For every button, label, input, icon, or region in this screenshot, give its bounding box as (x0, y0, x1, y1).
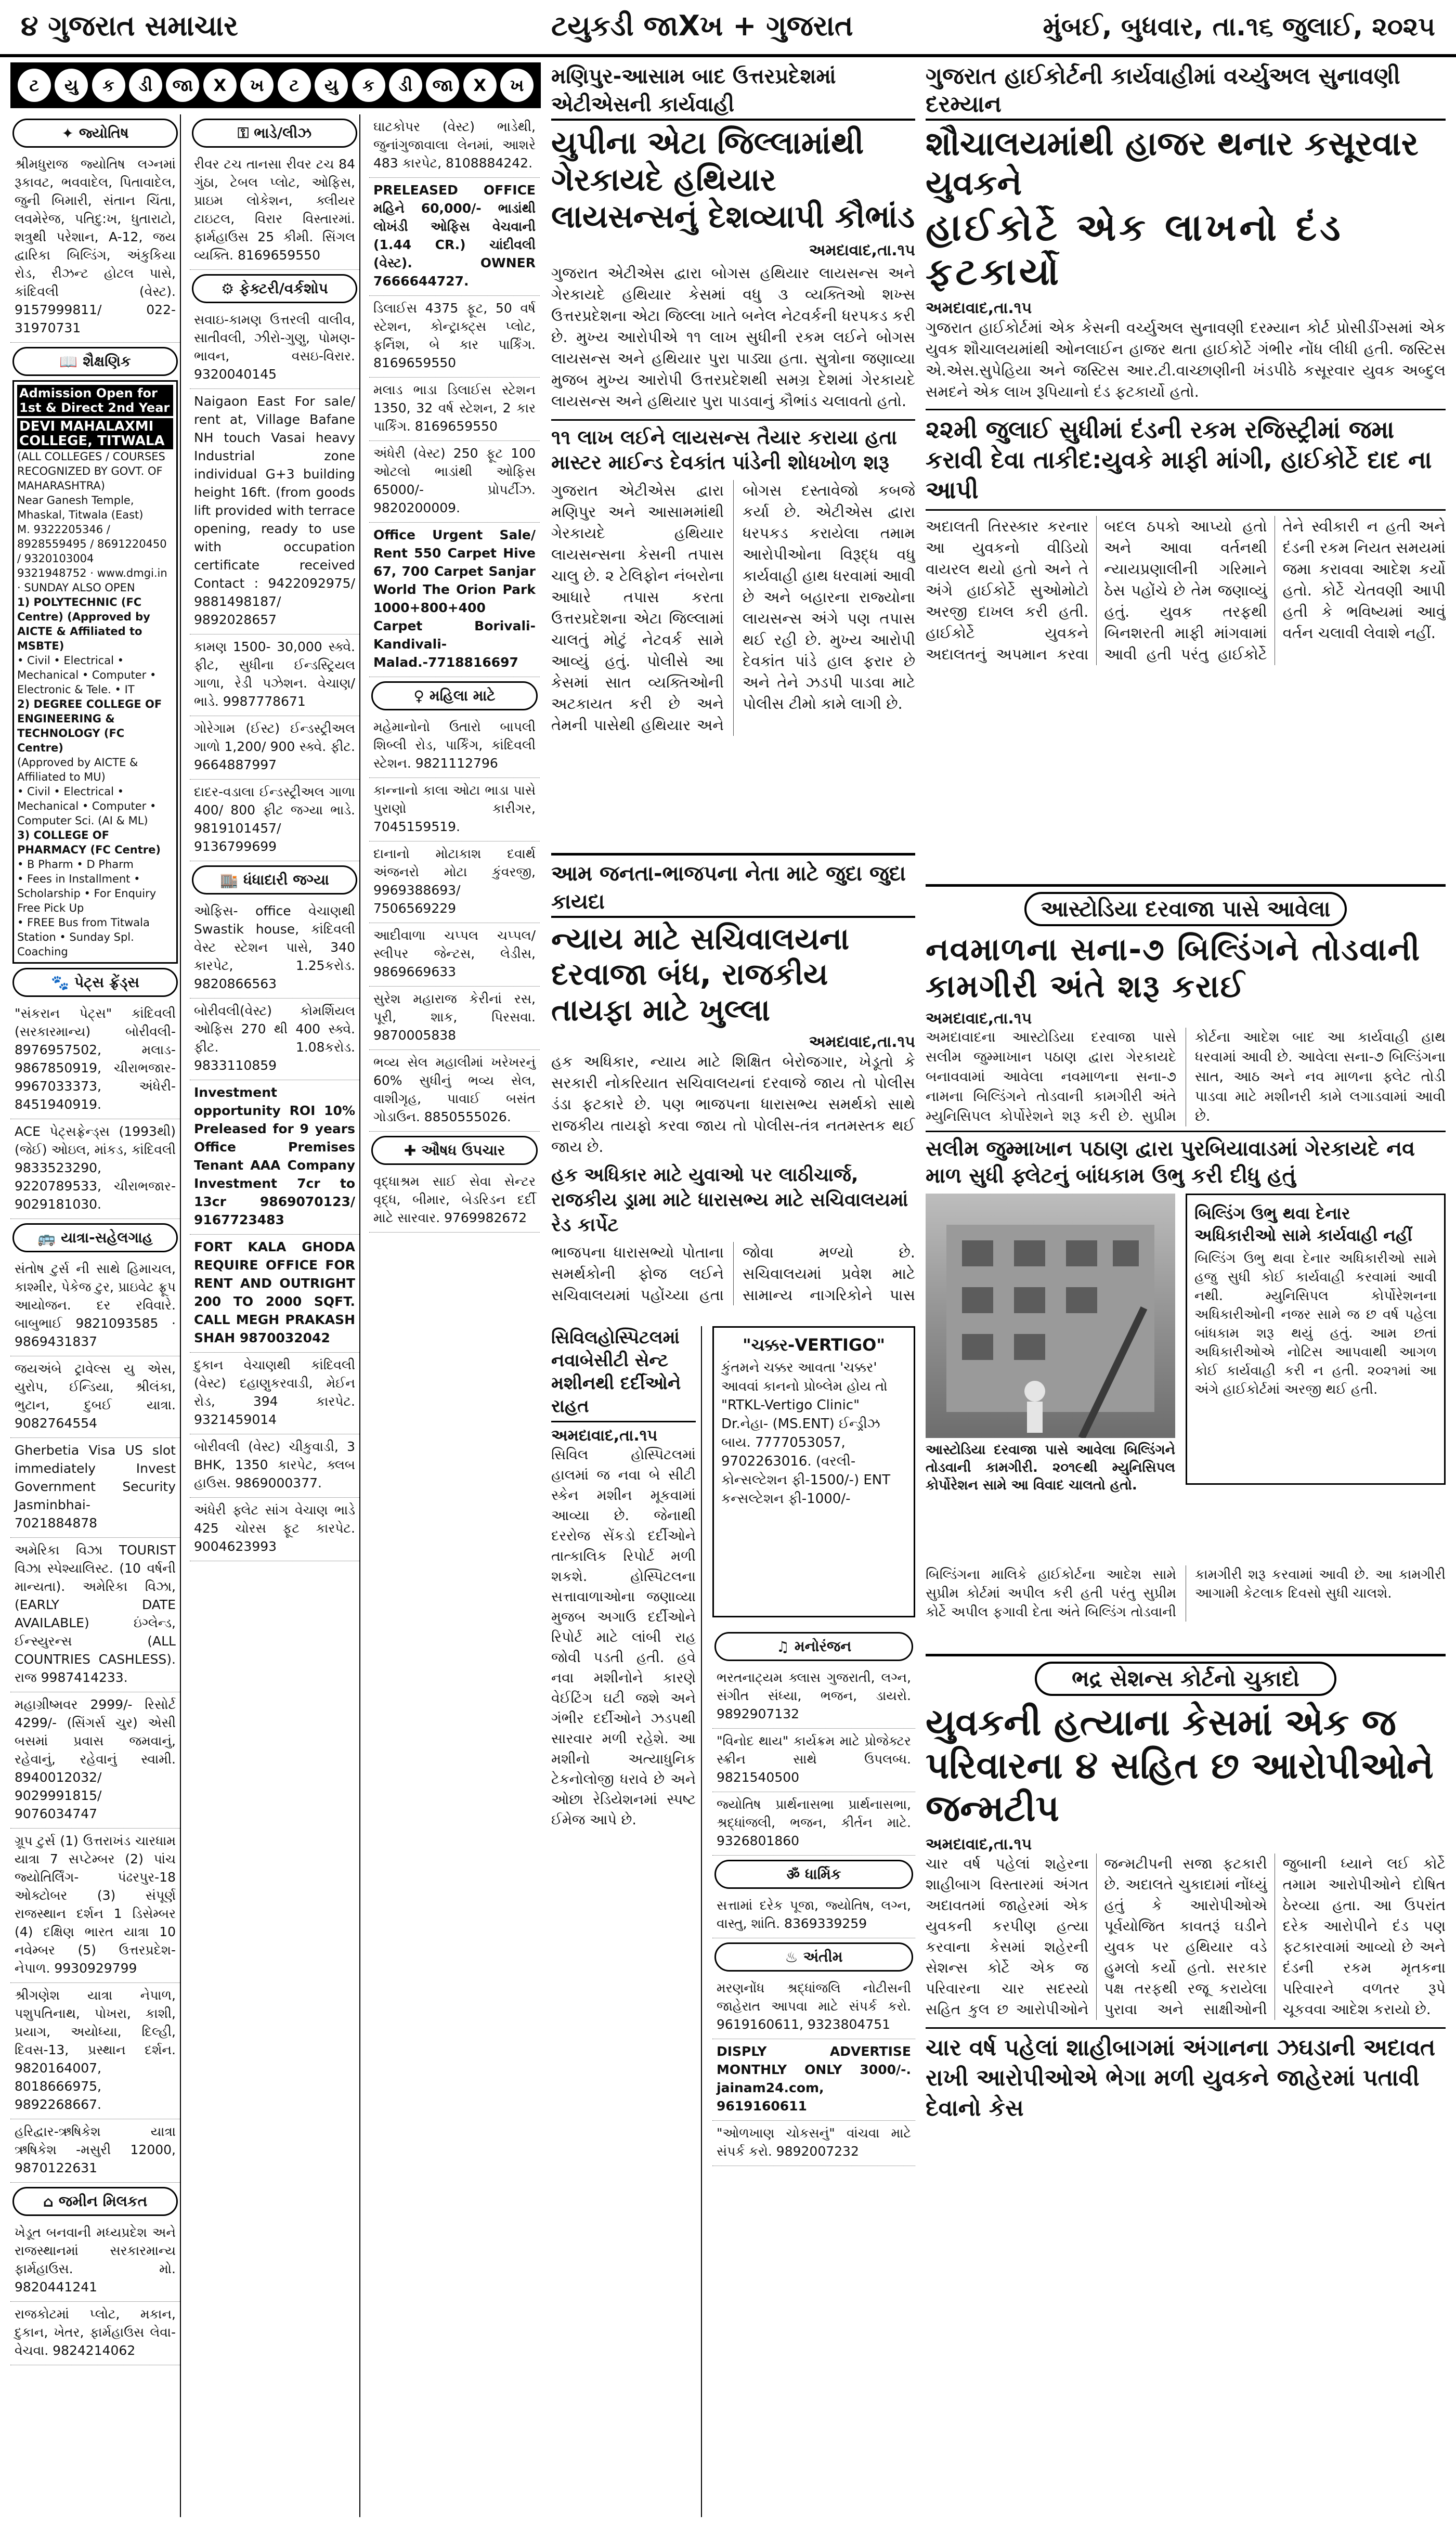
classified-ad: વૃદ્ધાશ્રમ સાઈ સેવા સેન્ટર વૃદ્ધ, બીમાર, બેડરિડન દર્દી માટે સારવાર. 9769982672 (369, 1169, 540, 1233)
article-high-court (926, 62, 1446, 863)
category-header-jamin (12, 2187, 178, 2216)
classified-ad: શ્રીગણેશ યાત્રા નેપાળ, પશુપતિનાથ, પોખરા, કાશી, પ્રયાગ, અયોધ્યા, દિલ્હી, દિવસ-13, પ્રસ્થાન દર્શન. 9820164007, 8018666975, 9892268667. (10, 1983, 180, 2119)
article-dateline: અમદાવાદ,તા.૧૫ (926, 1835, 1032, 1854)
banner-letter: ટ (278, 69, 311, 102)
category-label: યાત્રા-સહેલગાહ (61, 1229, 153, 1246)
article-dateline: અમદાવાદ,તા.૧૫ (926, 1009, 1032, 1028)
admission-line: Near Ganesh Temple, Mhaskal, Titwala (East) (17, 494, 144, 521)
shop-icon: 🏬 (220, 871, 238, 889)
ad-title: "ચક્કર-VERTIGO" (743, 1335, 885, 1355)
category-label: અંતીમ (803, 1948, 843, 1965)
category-label: પેટ્સ ફ્રેંડ્સ (74, 974, 139, 991)
banner-letter: જા (426, 69, 459, 102)
classified-ad: ઘાટકોપર (વેસ્ટ) ભાડેથી, જુનાંગુજાવાલા લેનમાં, આશરે 483 કારપેટ, 8108884242. (369, 114, 540, 178)
classified-ad: ભરતનાટ્યમ ક્લાસ ગુજરાતી, લગ્ન, સંગીત સંધ્યા, ભજન, ડાયરો. 9892907132 (712, 1665, 915, 1729)
admission-line: • Fees in Installment • Scholarship • For Enquiry Free Pick Up (17, 873, 157, 914)
banner-letter: X (463, 69, 497, 102)
article-body: ગુજરાત હાઈકોર્ટમાં એક કેસની વર્ચ્યુઅલ સુનાવણી દરમ્યાન કોર્ટ પ્રોસીડીંગ્સમાં એક યુવક શૌચાલયમાંથી ઓનલાઈન હાજર થતા હાઈકોર્ટે ગંભીર નોંધ લીધી હતી. જસ્ટિસ એ.એસ.સુપેહિયા અને જસ્ટિસ આર.ટી.વાચ્છાણીની ખંડપીઠે કસૂરવાર યુવક અબ્દુલ સમદને એક લાખ રૂપિયાનો દંડ ફટકાર્યો હતો. (926, 318, 1446, 400)
banner-letter: યુ (55, 69, 88, 102)
classified-ad: અંધેરી ફ્લેટ સાંગ વેચાણ ભાડે 425 ચોરસ ફૂટ કારપેટ. 9004623993 (190, 1498, 359, 1561)
classified-ad: મહાગ્રીષ્મવર 2999/- રિસોર્ટ 4299/- (સિંગર્સ ચુર) એસી બસમાં પ્રવાસ જમવાનું, રહેવાનું, રહેવાનું સ્વામી. 8940012032/ 9029991815/ 9076034747 (10, 1692, 180, 1829)
article-headline: શૌચાલયમાંથી હાજર થનાર કસૂરવાર યુવકને (926, 125, 1419, 203)
classified-ad: ગ્રૂપ ટુર્સ (1) ઉત્તરાખંડ ચારધામ યાત્રા 7 સપ્ટેમ્બર (2) પાંચ જ્યોતિર્લિંગ- પંઢરપુર-18 ઓક્ટોબર (3) સંપૂર્ણ રાજસ્થાન દર્શન 1 ડિસેમ્બર (4) દક્ષિણ ભારત યાત્રા 10 નવેમ્બર (5) ઉત્તરપ્રદેશ- નેપાળ. 9930929799 (10, 1829, 180, 1983)
article-body: અમદાવાદના આસ્ટોડિયા દરવાજા પાસે સલીમ જુમ્માખાન પઠાણ દ્વારા ગેરકાયદે બનાવવામાં આવેલા નવમાળના સના-૭ નામના બિલ્ડિંગને તોડવાની કામગીરી અંતે મ્યુનિસિપલ કોર્પોરેશને શરૂ કરી છે. સુપ્રીમ કોર્ટના આદેશ બાદ આ કાર્યવાહી હાથ ધરવામાં આવી છે. આવેલા સના-૭ બિલ્ડિંગના સાત, આઠ અને નવ માળના ફ્લેટ તોડી પાડવા માટે મશીનરી કામે લગાડવામાં આવી છે. (926, 1029, 1446, 1124)
article-headline: નવમાળના સના-૭ બિલ્ડિંગને તોડવાની કામગીરી અંતે શરૂ કરાઈ (926, 931, 1421, 1005)
page-number-masthead: ૪ ગુજરાત સમાચાર (21, 9, 238, 42)
vertigo-clinic-ad (712, 1326, 915, 1617)
category-header-shaikshanik (12, 347, 178, 376)
classified-ad: સંતોષ ટુર્સ ની સાથે હિમાચલ, કાશ્મીર, પેકેજ ટુર, પ્રાઇવેટ ફ્રૂપ આયોજન. દર રવિવારે. બાબુભાઈ 9821093585 · 9869431837 (10, 1256, 180, 1356)
category-header-jyotish (12, 119, 178, 148)
college-admission-ad (12, 380, 178, 964)
admission-line: 2) DEGREE COLLEGE OF ENGINEERING & TECHNOLOGY (FC Centre) (17, 698, 162, 754)
classified-ad: કાન્નાનો કાલા ઓટા ભાડા પાસે પુરાણો કારીગર, 7045159519. (369, 778, 540, 841)
classified-ad: ACE પેટ્સફ્રેન્ડ્સ (1993થી) (જેઈ) ઓઇલ, માંકડ, કાંદિવલી 9833523290, 9220789533, ચીરાભજાર- 9029181030. (10, 1119, 180, 1219)
woman-icon: ♀ (413, 687, 424, 705)
admission-line: • FREE Bus from Titwala Station • Sunday Spl. Coaching (17, 916, 150, 958)
article-subheadline: ચાર વર્ષ પહેલાં શાહીબાગમાં અંગાનના ઝઘડાની અદાવત રાખી આરોપીઓએ ભેગા મળી યુવકને જાહેરમાં પતાવી દેવાનો કેસ (926, 2027, 1446, 2123)
classified-ad: ખેડૂત બનવાની મધ્યપ્રદેશ અને રાજસ્થાનમાં સરકારમાન્ય ફાર્મહાઉસ. મો. 9820441241 (10, 2220, 180, 2302)
classified-ad: અમેરિકા વિઝા TOURIST વિઝા સ્પેશ્યાલિસ્ટ. (10 વર્ષની માન્યતા). અમેરિકા વિઝા, (EARLY DATE AVAILABLE) ઇંગ્લેન્ડ, ઈન્સ્યુરન્સ (ALL COUNTRIES CASHLESS). રાજ 9987414233. (10, 1538, 180, 1692)
classifieds-section (10, 62, 541, 2517)
admission-title: Admission Open for 1st & Direct 2nd Year (17, 385, 173, 416)
classified-ad: "વિનોદ થાય" કાર્યક્રમ માટે પ્રોજેક્ટર સ્ક્રીન સાથે ઉપલબ્ધ. 9821540500 (712, 1729, 915, 1792)
article-body: ગુજરાત એટીએસ દ્વારા મણિપુર અને આસામમાંથી ગેરકાયદે હથિયાર લાયસન્સના કેસની તપાસ ચાલુ છે. ૨ ટેલિફોન નંબરોના આધારે તપાસ કરતા ઉત્તરપ્રદેશના એટા જિલ્લામાં ચાલતું મોટું નેટવર્ક સામે આવ્યું હતું. પોલીસે આ કેસમાં સાત વ્યક્તિઓની અટકાયત કરી છે અને તેમની પાસેથી હથિયાર અને બોગસ દસ્તાવેજો કબજે કર્યા છે. એટીએસ દ્વારા ધરપકડ કરાયેલા તમામ આરોપીઓના વિરૂદ્ધ વધુ કાર્યવાહી હાથ ધરવામાં આવી છે અને બહારના રાજ્યોના લાયસન્સ અંગે પણ તપાસ થઈ રહી છે. મુખ્ય આરોપી દેવકાંત પાંડે હાલ ફરાર છે અને તેને ઝડપી પાડવા માટે પોલીસ ટીમો કામે લાગી છે. (551, 482, 915, 734)
classified-ad: PRELEASED OFFICE મહિને 60,000/- ભાડાંથી લોખંડી ઓફિસ વેચવાની (1.44 CR.) ચાંદીવલી (વેસ્ટ). OWNER 7666644727. (369, 178, 540, 296)
category-label: મનોરંજન (794, 1638, 852, 1655)
factory-icon: ⚙ (221, 280, 235, 297)
category-header-factory (192, 274, 357, 303)
article-body: સિવિલ હોસ્પિટલમાં હાલમાં જ નવા બે સીટી સ્કેન મશીન મૂકવામાં આવ્યા છે. જેનાથી દરરોજ સેંકડો દર્દીઓને તાત્કાલિક રિપોર્ટ મળી શકશે. હોસ્પિટલના સત્તાવાળાઓના જણાવ્યા મુજબ અગાઉ દર્દીઓને રિપોર્ટ માટે લાંબી રાહ જોવી પડતી હતી. હવે નવા મશીનોને કારણે વેઈટિંગ ઘટી જશે અને ગંભીર દર્દીઓને ઝડપથી સારવાર મળી રહેશે. આ મશીનો અત્યાધુનિક ટેકનોલોજી ધરાવે છે અને ઓછા રેડિયેશનમાં સ્પષ્ટ ઈમેજ આપે છે. (551, 1447, 696, 1828)
classified-ad: "સંકરાન પેટ્સ" કાંદિવલી (સરકારમાન્ય) બોરીવલી- 8976957502, મલાડ- 9867850919, ચીરાભજાર- 9967033373, અંધેરી- 8451940919. (10, 1001, 180, 1119)
section-title: ટયુકડી જાXખ + ગુજરાત (551, 9, 853, 42)
classified-ad: મરણનોંધ શ્રદ્ધાંજલિ નોટીસની જાહેરાત આપવા માટે સંપર્ક કરો. 9619160611, 9323804751 (712, 1976, 915, 2039)
classified-ad: હરિદ્વાર-ઋષિકેશ યાત્રા ઋષિકેશ -મસુરી 12000, 9870122631 (10, 2119, 180, 2183)
classified-ad: Gherbetia Visa US slot immediately Invest Government Security Jasminbhai- 7021884878 (10, 1438, 180, 1538)
banner-letter: ખ (500, 69, 534, 102)
demolition-photo (926, 1194, 1175, 1438)
classified-ad: Naigaon East For sale/ rent at, Village Bafane NH touch Vasai heavy Industrial zone individual G+3 building height 16ft. (from goods lift provided with terrace opening, ready to use with occupation certificate received Contact : 9422092975/ 9881498187/ 9892028657 (190, 389, 359, 634)
classified-ad: બોરીવલી (વેસ્ટ) ચીકુવાડી, 3 BHK, 1350 કારપેટ, ક્લબ હાઉસ. 9869000377. (190, 1434, 359, 1498)
article-headline: યુપીના એટા જિલ્લામાંથી ગેરકાયદે હથિયાર લાયસન્સનું દેશવ્યાપી કૌભાંડ (551, 125, 915, 235)
banner-letter: ડી (389, 69, 422, 102)
college-name: DEVI MAHALAXMI COLLEGE, TITWALA (17, 418, 173, 449)
photo-caption: આસ્ટોડિયા દરવાજા પાસે આવેલા બિલ્ડિંગને તોડવાની કામગીરી. ૨૦૧૯થી મ્યુનિસિપલ કોર્પોરેશન સામે આ વિવાદ ચાલતો હતો. (926, 1442, 1175, 1493)
category-label: ધાર્મિક (805, 1865, 841, 1883)
article-subheadline: ૧૧ લાખ લઈને લાયસન્સ તૈયાર કરાયા હતા માસ્ટર માઈન્ડ દેવકાંત પાંડેની શોધખોળ શરૂ (551, 419, 915, 475)
classified-ad: સત્તામાં દરેક પૂજા, જ્યોતિષ, લગ્ન, વાસ્તુ, શાંતિ. 8369339259 (712, 1893, 915, 1938)
category-header-mahila (371, 681, 538, 710)
classified-ad: દાનાનો મોટાકાશ દવાર્થ અંજનરો મોટા કુંવરજી, 9969388693/ 7506569229 (369, 841, 540, 923)
classifieds-banner (10, 62, 541, 108)
article-building-demolition (926, 884, 1446, 1560)
category-header-antim (714, 1942, 913, 1972)
article-body: ભાજપના ધારાસભ્યો પોતાના સમર્થકોની ફોજ લઈને સચિવાલયમાં પહોંચ્યા હતા જોવા મળ્યો છે. સચિવાલયમાં પ્રવેશ માટે સામાન્ય નાગરિકોને પાસ (551, 1243, 915, 1304)
middle-classifieds-column (712, 1628, 915, 2517)
article-civil-hospital (551, 1326, 702, 2517)
article-tagline: ગુજરાત હાઈકોર્ટની કાર્યવાહીમાં વર્ચ્યુઅલ સુનાવણી દરમ્યાન (926, 62, 1446, 121)
classified-ad: રાજકોટમાં પ્લોટ, મકાન, દુકાન, ખેતર, ફાર્મહાઉસ લેવા-વેચવા. 9824214062 (10, 2302, 180, 2365)
classified-ad: આદીવાળા ચપ્પલ ચપ્પલ/ સ્લીપર જેન્ટસ, લેડીસ, 9869669633 (369, 923, 540, 987)
admission-line: • Civil • Electrical • Mechanical • Computer • Electronic & Tele. • IT (17, 654, 157, 696)
category-label: જમીન મિલકત (58, 2193, 148, 2210)
article-headline: સિવિલહોસ્પિટલમાં નવાબેસીટી સેન્ટ મશીનથી દર્દીઓને રાહત (551, 1326, 696, 1422)
category-label: ભાડે/લીઝ (254, 124, 312, 141)
classifieds-column-3 (369, 114, 540, 2517)
classified-ad: મહેમાનોનો ઉતારો બાપલી શિબ્લી રોડ, પાર્કિંગ, કાંદિવલી સ્ટેશન. 9821112796 (369, 715, 540, 778)
sidebar-box (1186, 1194, 1446, 1485)
category-label: મહિલા માટે (429, 687, 496, 704)
admission-line: (Approved by AICTE & Affiliated to MU) (17, 756, 138, 783)
music-note-icon: ♫ (776, 1638, 789, 1655)
classifieds-column-2 (190, 114, 360, 2517)
category-header-aushadh (371, 1136, 538, 1165)
ad-body: કુંતમને ચક્કર આવતા 'ચક્કર' આવવાં કાનનો પ્રોબ્લેમ હોય તો "RTKL-Vertigo Clinic" Dr.નેહા- (MS.ENT) ઈન્ડ્રીઝ બાય. 7777053057, 9702263016. (વરલી-કોન્સલ્ટેશન ફી-1500/-) ENT કન્સલ્ટેશન ફી-1000/- (721, 1360, 891, 1507)
classified-ad: જ્યોતિષ પ્રાર્થનાસભા પ્રાર્થનાસભા, શ્રદ્ધાંજલી, ભજન, કીર્તન માટે. 9326801860 (712, 1792, 915, 1856)
classified-ad: ડિલાઈસ 4375 ફૂટ, 50 વર્ષ સ્ટેશન, કોન્ટ્રાક્ટ્સ પ્લોટ, ફર્નિશ, બે કાર પાર્કિંગ. 8169659550 (369, 296, 540, 378)
classified-ad: રીવર ટચ તાનસા રીવર ટચ 84 ગુંઠા, ટેબલ પ્લોટ, ઓફિસ, પ્રાઇમ લોકેશન, ક્લીયર ટાઇટલ, વિરાર વિસ્તારમાં. ફાર્મહાઉસ 25 કીમી. સિંગલ વ્યક્તિ. 8169659550 (190, 152, 359, 270)
classified-ad: અંધેરી (વેસ્ટ) 250 ફૂટ 100 ઓટલો ભાડાંથી ઓફિસ 65000/- પ્રોપર્ટીઝ. 9820200009. (369, 441, 540, 523)
classified-ad: મલાડ ભાડા ડિલાઈસ સ્ટેશન 1350, 32 વર્ષ સ્ટેશન, 2 કાર પાર્કિંગ. 8169659550 (369, 378, 540, 441)
article-intro: હક અધિકાર, ન્યાય માટે શિક્ષિત બેરોજગાર, ખેડૂતો કે સરકારી નોકરિયાત સચિવાલયનાં દરવાજે જાય તો પોલીસ ડંડા ફટકારે છે. પણ ભાજપના ધારાસભ્ય સમર્થકો સાથે રાજકીય તાયફો કરવા જાય તો પોલીસ-તંત્ર નતમસ્તક થઈ જાય છે. (551, 1053, 915, 1156)
category-label: ઔષધ ઉપચાર (421, 1142, 505, 1159)
admission-line: 3) COLLEGE OF PHARMACY (FC Centre) (17, 829, 161, 856)
article-weapons-license (551, 62, 915, 827)
category-header-dharmik (714, 1860, 913, 1889)
admission-line: • B Pharm • D Pharm (17, 858, 134, 871)
om-icon: ॐ (786, 1866, 800, 1883)
article-tagline: મણિપુર-આસામ બાદ ઉત્તરપ્રદેશમાં એટીએસની કાર્યવાહી (551, 62, 915, 121)
box-title: બિલ્ડિંગ ઉભુ થવા દેનાર અધિકારીઓ સામે કાર્યવાહી નહીં (1194, 1203, 1412, 1245)
category-header-dhandha (192, 865, 357, 895)
category-header-yatra (12, 1223, 178, 1252)
key-icon: ⚿ (237, 124, 249, 141)
classified-ad: સવાઇ-કામણ ઉત્તરલી વાલીવ, સાતીવલી, ઝીરો-ગુણુ, પોમણ-ભાવન, વસઇ-વિરાર. 9320040145 (190, 307, 359, 389)
classified-ad: Investment opportunity ROI 10% Preleased for 9 years Office Premises Tenant AAA Company Investment 7cr to 13cr 9869070123/ 9167723483 (190, 1080, 359, 1235)
article-dateline: અમદાવાદ,તા.૧૫ (551, 1427, 658, 1445)
classified-ad: ભવ્ય સેલ મહાલીમાં ખરેખરનું 60% સુધીનું ભવ્ય સેલ, વાશીગૃહ, પાવાઈ બસંત ગોડાઉન. 8850555026. (369, 1050, 540, 1132)
article-headline: યુવકની હત્યાના કેસમાં એક જ પરિવારના ૪ સહિત છ આરોપીઓને જન્મટીપ (926, 1701, 1434, 1830)
category-label: શૈક્ષણિક (83, 353, 131, 370)
classified-ad: શ્રીમધુરાજ જ્યોતિષ લગ્નમાં રૂકાવટ, ભવવાદેલ, પિતાવાદેલ, જુની બિમારી, સંતાન ચિંતા, લવમેરેજ, પતિદુ:ખ, ધુતારાટો, શત્રુથી પરેશાન, A-12, જય દ્વારિકા બિલ્ડિંગ, અંકુકિયા રોડ, રીઝન્ટ હોટલ પાસે, કાંદિવલી (વેસ્ટ). 9157999811/ 022-31970731 (10, 152, 180, 343)
article-pill-tagline: આસ્ટોડિયા દરવાજા પાસે આવેલા (1024, 892, 1347, 926)
category-label: જ્યોતિષ (79, 124, 129, 141)
house-icon: ⌂ (43, 2193, 54, 2210)
classified-ad: દુકાન વેચાણથી કાંદિવલી (વેસ્ટ) દહાણુકરવાડી, મેઈન રોડ, 394 કારપેટ. 9321459014 (190, 1353, 359, 1434)
category-header-manoranjan (714, 1632, 913, 1661)
star-icon: ✦ (61, 124, 74, 142)
banner-letter: ક (352, 69, 385, 102)
paw-icon: 🐾 (51, 974, 69, 991)
article-dateline: અમદાવાદ,તા.૧૫ (809, 241, 915, 260)
classified-ad: FORT KALA GHODA REQUIRE OFFICE FOR RENT AND OUTRIGHT 200 TO 2000 SQFT. CALL MEGH PRAKASH SHAH 9870032042 (190, 1235, 359, 1353)
article-sachivalay (551, 853, 915, 1305)
article-tagline: આમ જનતા-ભાજપના નેતા માટે જુદા જુદા કાયદા (551, 860, 915, 918)
classified-ad: જયઅંબે ટ્રાવેલ્સ યુ એસ, યુરોપ, ઈન્ડિયા, શ્રીલંકા, ભુટાન, દુબઈ યાત્રા. 9082764554 (10, 1356, 180, 1438)
classified-ad: સુરેશ મહારાજ કેરીનાં રસ, પૂરી, શાક, પિરસવા. 9870005838 (369, 987, 540, 1050)
category-label: ફેક્ટરી/વર્કશોપ (239, 280, 328, 297)
classified-ad: Office Urgent Sale/ Rent 550 Carpet Hive 67, 700 Carpet Sanjar World The Orion Park 1000+800+400 Carpet Borivali- Kandivali- Malad.-7718816697 (369, 523, 540, 677)
admission-line: 1) POLYTECHNIC (FC Centre) (Approved by AICTE & Affiliated to MSBTE) (17, 596, 150, 652)
edition-date: મુંબઈ, બુધવાર, તા.૧૬ જુલાઈ, ૨૦૨૫ (1043, 11, 1435, 42)
medical-cross-icon: ✚ (404, 1142, 417, 1159)
article-dateline: અમદાવાદ,તા.૧૫ (926, 299, 1032, 317)
classified-ad: ઓફિસ- office વેચાણથી Swastik house, કાંદિવલી વેસ્ટ સ્ટેશન પાસે, 340 કારપેટ, 1.25કરોડ. 9820866563 (190, 899, 359, 999)
article-subheadline: હક અધિકાર માટે યુવાઓ પર લાઠીચાર્જ, રાજકીય ડ્રામા માટે ધારાસભ્ય માટે સચિવાલયમાં રેડ કાર્પેટ (551, 1164, 908, 1236)
admission-line: 9321948752 · www.dmgi.in · SUNDAY ALSO OPEN (17, 567, 167, 594)
article-headline: હાઈકોર્ટે એક લાખનો દંડ ફટકાર્યો (926, 205, 1344, 293)
classifieds-column-1 (10, 114, 181, 2517)
box-body: બિલ્ડિંગ ઉભુ થવા દેનાર અધિકારીઓ સામે હજુ સુધી કોઈ કાર્યવાહી કરવામાં આવી નથી. મ્યુનિસિપલ કોર્પોરેશનના અધિકારીઓની નજર સામે જ છ વર્ષ પહેલા બાંધકામ શરૂ થયું હતું. આમ છતાં અધિકારીઓએ નોટિસ આપવાથી આગળ કોઈ કાર્યવાહી કરી ન હતી. ૨૦૨૧માં આ અંગે હાઈકોર્ટમાં અરજી થઈ હતી. (1194, 1250, 1437, 1397)
banner-letter: ટ (18, 69, 51, 102)
classified-ad: DISPLY ADVERTISE MONTHLY ONLY 3000/-. jainam24.com, 9619160611 (712, 2039, 915, 2121)
classified-ad: "ઓળખાણ ચોકસનું" વાંચવા માટે સંપર્ક કરો. 9892007232 (712, 2121, 915, 2166)
article-subheadline: ૨૨મી જુલાઈ સુધીમાં દંડની રકમ રજિસ્ટ્રીમાં જમા કરાવી દેવા તાકીદ:યુવકે માફી માંગી, હાઈકોર્ટે દાદ ના આપી (926, 409, 1446, 511)
article-body: બિલ્ડિંગના માલિકે હાઈકોર્ટના આદેશ સામે સુપ્રીમ કોર્ટમાં અપીલ કરી હતી પરંતુ સુપ્રીમ કોર્ટે અપીલ ફગાવી દેતા અંતે બિલ્ડિંગ તોડવાની કામગીરી શરૂ કરવામાં આવી છે. આ કામગીરી આગામી કેટલાક દિવસો સુધી ચાલશે. (926, 1567, 1446, 1620)
banner-letter: X (203, 69, 237, 102)
classified-ad: બોરીવલી(વેસ્ટ) કોમર્શિયલ ઓફિસ 270 થી 400 સ્ક્વે. ફીટ. 1.08કરોડ. 9833110859 (190, 999, 359, 1080)
article-subheadline: સલીમ જુમ્માખાન પઠાણ દ્વારા પુરબિયાવાડમાં ગેરકાયદે નવ માળ સુધી ફ્લેટનું બાંધકામ ઉભુ કરી દીધુ હતું (926, 1131, 1446, 1189)
article-body: અદાલતી તિરસ્કાર કરનાર આ યુવકનો વીડિયો વાયરલ થયો હતો અને તે અંગે હાઈકોર્ટે સુઓમોટો અરજી દાખલ કરી હતી. હાઈકોર્ટે યુવકને અદાલતનું અપમાન કરવા બદલ ઠપકો આપ્યો હતો અને આવા વર્તનથી ન્યાયપ્રણાલીની ગરિમાને ઠેસ પહોંચે છે તેમ જણાવ્યું હતું. યુવક તરફથી બિનશરતી માફી માંગવામાં આવી હતી પરંતુ હાઈકોર્ટે તેને સ્વીકારી ન હતી અને દંડની રકમ નિયત સમયમાં જમા કરાવવા આદેશ કર્યો હતો. કોર્ટે ચેતવણી આપી હતી કે ભવિષ્યમાં આવું વર્તન ચલાવી લેવાશે નહીં. (926, 517, 1446, 663)
book-icon: 📖 (59, 353, 78, 370)
article-demolition-continued (926, 1565, 1446, 1643)
category-header-rental (192, 119, 357, 148)
banner-letter: ક (92, 69, 125, 102)
page-header (0, 0, 1456, 57)
bus-icon: 🚌 (37, 1229, 56, 1247)
article-pill-tagline: ભદ્ર સેશન્સ કોર્ટનો ચુકાદો (1035, 1662, 1336, 1696)
article-murder-verdict (926, 1654, 1446, 2517)
classified-ad: કામણ 1500- 30,000 સ્ક્વે. ફીટ, સુધીના ઈન્ડસ્ટ્રિયલ ગાળા, રેડી પઝેશન. વેચાણ/ભાડે. 9987778671 (190, 634, 359, 716)
classified-ad: ગોરેગામ (ઈસ્ટ) ઈન્ડસ્ટ્રીઅલ ગાળો 1,200/ 900 સ્ક્વે. ફીટ. 9664887997 (190, 716, 359, 780)
banner-letter: ડી (129, 69, 162, 102)
classified-ad: દાદર-વડાલા ઈન્ડસ્ટ્રીઅલ ગાળા 400/ 800 ફીટ જગ્યા ભાડે. 9819101457/ 9136799699 (190, 780, 359, 861)
article-body: ચાર વર્ષ પહેલાં શહેરના શાહીબાગ વિસ્તારમાં અંગત અદાવતમાં જાહેરમાં એક યુવકની કરપીણ હત્યા કરવાના કેસમાં શહેરની સેશન્સ કોર્ટે એક જ પરિવારના ચાર સદસ્યો સહિત કુલ છ આરોપીઓને જન્મટીપની સજા ફટકારી છે. અદાલતે ચુકાદામાં નોંધ્યું હતું કે આરોપીઓએ પૂર્વયોજિત કાવતરૂં ઘડીને યુવક પર હથિયાર વડે હુમલો કર્યો હતો. સરકાર પક્ષ તરફથી રજૂ કરાયેલા પુરાવા અને સાક્ષીઓની જુબાની ધ્યાને લઈ કોર્ટે તમામ આરોપીઓને દોષિત ઠેરવ્યા હતા. આ ઉપરાંત દરેક આરોપીને દંડ પણ ફટકારવામાં આવ્યો છે અને દંડની રકમ મૃતકના પરિવારને વળતર રૂપે ચૂકવવા આદેશ કરાયો છે. (926, 1855, 1446, 2018)
building-photo-illustration (926, 1194, 1175, 1438)
admission-line: M. 9322205346 / 8928559495 / 8691220450 / 9320103004 (17, 523, 167, 565)
admission-line: • Civil • Electrical • Mechanical • Computer • Computer Sci. (AI & ML) (17, 785, 157, 827)
category-header-pets (12, 968, 178, 997)
flame-icon: ♨ (785, 1948, 798, 1966)
article-dateline: અમદાવાદ,તા.૧૫ (809, 1033, 915, 1052)
category-label: ધંધાદારી જગ્યા (243, 871, 329, 888)
banner-letter: જા (166, 69, 199, 102)
banner-letter: યુ (315, 69, 348, 102)
article-headline: ન્યાય માટે સચિવાલયના દરવાજા બંધ, રાજકીય તાયફા માટે ખુલ્લા (551, 921, 850, 1028)
admission-line: (ALL COLLEGES / COURSES RECOGNIZED BY GOVT. OF MAHARASHTRA) (17, 450, 165, 492)
article-body: ગુજરાત એટીએસ દ્વારા બોગસ હથિયાર લાયસન્સ અને ગેરકાયદે હથિયાર કેસમાં વધુ ૩ વ્યક્તિઓ શખ્સ ઉત્તરપ્રદેશના એટા જિલ્લા ખાતે બનેલ નેટવર્કની ધરપકડ કરી છે. મુખ્ય આરોપીએ ૧૧ લાખ સુધીની રકમ લઈને બોગસ લાયસન્સ અને હથિયાર પુરા પાડ્યા હતા. સુત્રોના જણાવ્યા મુજબ મુખ્ય આરોપી ઉત્તરપ્રદેશથી સમગ્ર દેશમાં ગેરકાયદે લાયસન્સ અને હથિયાર પુરા પાડવાનું કૌભાંડ ચલાવતો હતો. (551, 264, 915, 410)
banner-letter: ખ (240, 69, 274, 102)
